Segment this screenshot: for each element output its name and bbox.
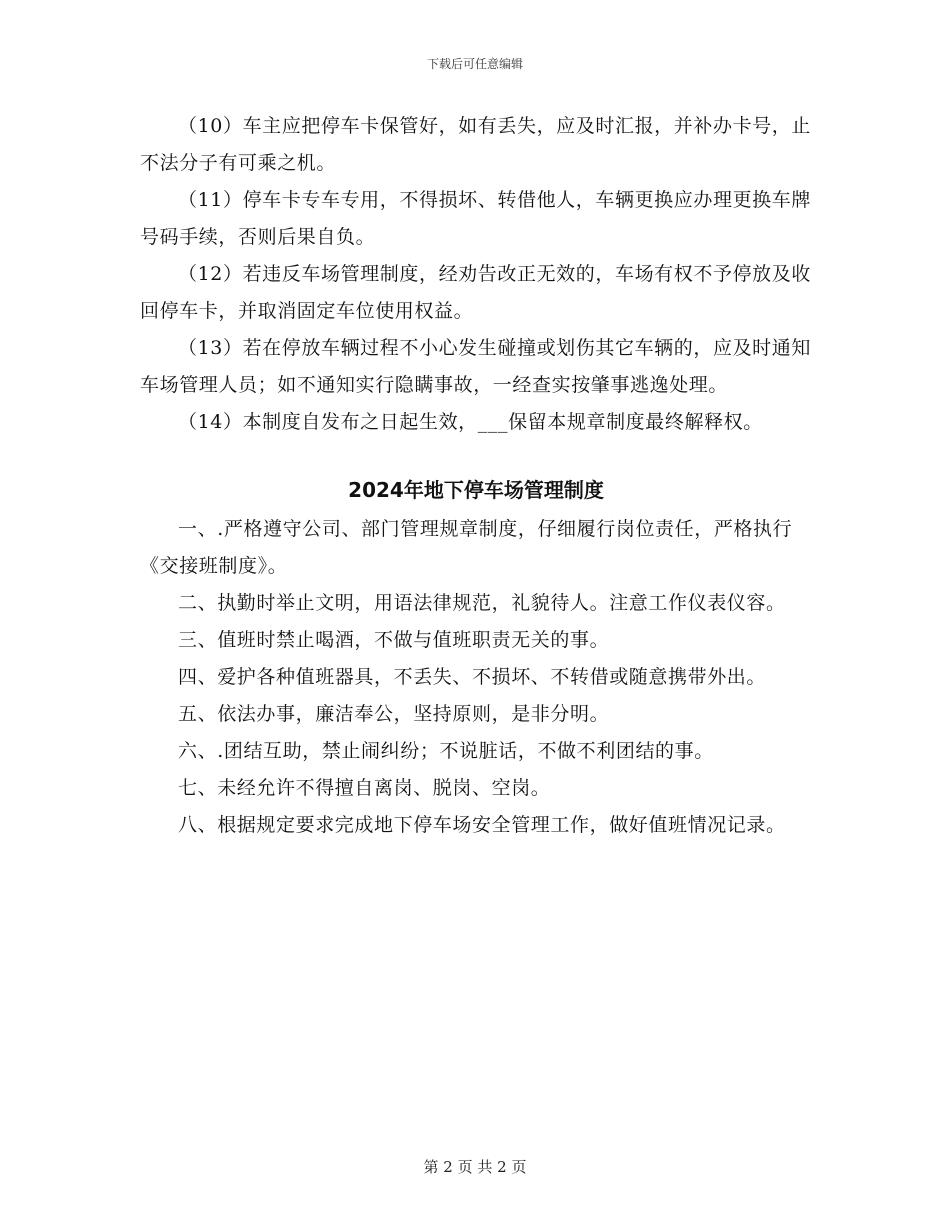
- rule-14: （14）本制度自发布之日起生效，___保留本规章制度最终解释权。: [178, 411, 763, 433]
- page-header: 下载后可任意编辑: [426, 57, 523, 71]
- section-item-2: 二、执勤时举止文明，用语法律规范，礼貌待人。注意工作仪表仪容。: [178, 592, 786, 614]
- section-item-8: 八、根据规定要求完成地下停车场安全管理工作，做好值班情况记录。: [178, 814, 786, 836]
- rule-13: （13）若在停放车辆过程不小心发生碰撞或划伤其它车辆的，应及时通知车场管理人员；如不通知实行隐瞒事故，一经查实按肇事逃逸处理。: [140, 337, 811, 396]
- section-item-3: 三、值班时禁止喝酒，不做与值班职责无关的事。: [178, 629, 610, 651]
- document-body: [140, 108, 812, 844]
- section-item-5: 五、依法办事，廉洁奉公，坚持原则，是非分明。: [178, 703, 610, 725]
- section-item-4: 四、爱护各种值班器具，不丢失、不损坏、不转借或随意携带外出。: [178, 666, 767, 688]
- rule-10: （10）车主应把停车卡保管好，如有丢失，应及时汇报，并补办卡号，止不法分子有可乘之机。: [140, 115, 811, 174]
- section-item-7: 七、未经允许不得擅自离岗、脱岗、空岗。: [178, 777, 551, 799]
- page-footer: 第 2 页 共 2 页: [423, 1158, 527, 1176]
- section-title: 2024年地下停车场管理制度: [348, 478, 604, 502]
- section-item-6: 六、.团结互助，禁止闹纠纷；不说脏话，不做不利团结的事。: [178, 740, 714, 762]
- rule-12: （12）若违反车场管理制度，经劝告改正无效的，车场有权不予停放及收回停车卡，并取消固定车位使用权益。: [140, 263, 811, 322]
- section-item-1: 一、.严格遵守公司、部门管理规章制度，仔细履行岗位责任，严格执行《交接班制度》。: [140, 518, 793, 577]
- rule-11: （11）停车卡专车专用，不得损坏、转借他人，车辆更换应办理更换车牌号码手续，否则后果自负。: [140, 189, 811, 248]
